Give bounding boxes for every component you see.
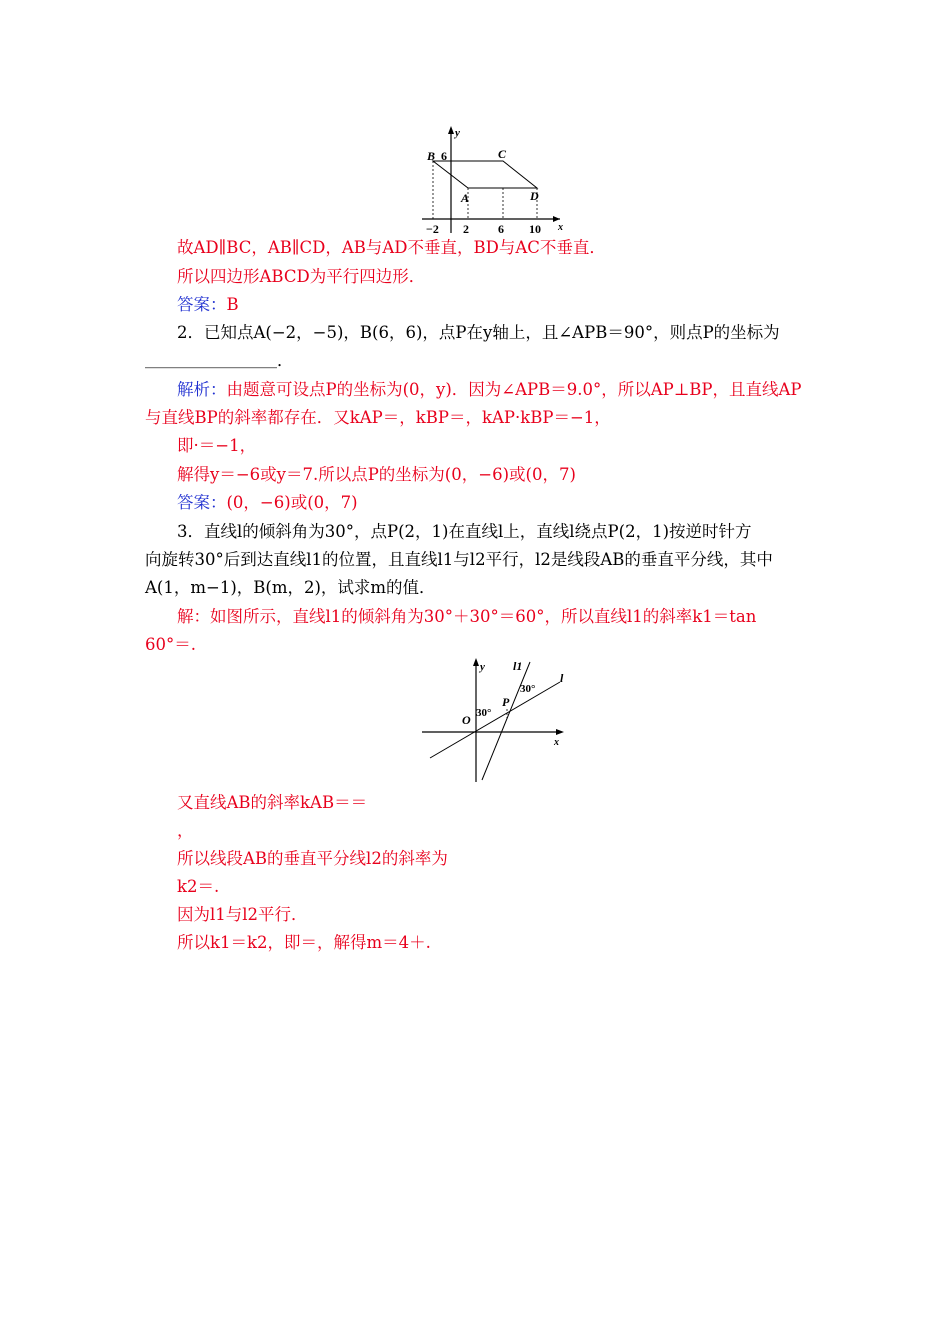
q2-blank: ＿＿＿＿＿＿＿＿． (145, 351, 294, 370)
q3-after-2: ， (177, 821, 194, 840)
p1-answer (177, 294, 239, 316)
figure2-angle-upper: 30° (520, 683, 536, 695)
figure-rotated-lines (418, 652, 578, 784)
figure2-line-l1: l1 (513, 659, 523, 673)
q2-analysis-text-1: 由题意可设点P的坐标为(0，y)．因为∠APB＝9.0°，所以AP⊥BP，且直线AP (226, 380, 802, 399)
figure1-y-tick: 6 (441, 149, 447, 163)
q3-solution-text-1: 如图所示，直线l1的倾斜角为30°＋30°＝60°，所以直线l1的斜率k1＝tan (210, 607, 757, 626)
q3-after-5: 因为l1与l2平行． (177, 905, 308, 924)
figure2-y-label: y (480, 661, 485, 673)
figure1-point-c: C (498, 147, 507, 161)
p1-answer-value: B (226, 295, 239, 314)
q3-solution-2: 60°＝. (145, 635, 196, 654)
figure-parallelogram (418, 120, 578, 240)
figure1-point-d: D (530, 189, 539, 203)
figure1-x-tick-2: 2 (463, 222, 469, 236)
q3-after-1: 又直线AB的斜率kAB＝＝ (177, 793, 368, 812)
q3-after-4: k2＝. (177, 877, 220, 896)
figure1-y-label: y (455, 127, 460, 139)
p1-answer-label: 答案： (177, 295, 227, 314)
q2-analysis-2: 与直线BP的斜率都存在．又kAP＝，kBP＝，kAP·kBP＝−1， (145, 408, 611, 427)
figure2-angle-lower: 30° (476, 707, 492, 719)
figure1-x-label: x (558, 222, 563, 233)
q2-analysis-label: 解析： (177, 380, 227, 399)
q3-text-3: A(1，m−1)，B(m，2)，试求m的值． (145, 578, 436, 597)
q2-answer-label: 答案： (177, 493, 227, 512)
q2-answer (177, 492, 358, 514)
figure1-x-tick-4: 10 (529, 222, 541, 236)
q3-solution-label: 解： (177, 607, 210, 626)
figure2-origin: O (462, 713, 471, 727)
q3-after-6: 所以k1＝k2，即＝，解得m＝4＋. (177, 933, 431, 952)
figure1-point-a: A (461, 191, 470, 205)
q3-solution-1 (177, 606, 756, 628)
q2-question: 2．已知点A(−2，−5)，B(6，6)，点P在y轴上，且∠APB＝90°，则点P的坐标为 (177, 323, 780, 342)
figure2-line-l: l (560, 671, 564, 685)
figure2-point-p: P (502, 695, 510, 709)
figure1-point-b: B (427, 149, 436, 163)
figure1-x-tick-3: 6 (498, 222, 504, 236)
q2-analysis-1 (177, 379, 802, 401)
q3-text-2: 向旋转30°后到达直线l1的位置，且直线l1与l2平行，l2是线段AB的垂直平分线，其中 (145, 550, 773, 569)
q3-text-1: 3．直线l的倾斜角为30°，点P(2，1)在直线l上，直线l绕点P(2，1)按逆时针方 (177, 522, 752, 541)
q2-analysis-4: 解得y＝−6或y＝7.所以点P的坐标为(0，−6)或(0，7) (177, 465, 576, 484)
p1-line1: 故AD∥BC，AB∥CD，AB与AD不垂直，BD与AC不垂直． (177, 238, 606, 257)
q3-after-3: 所以线段AB的垂直平分线l2的斜率为 (177, 849, 448, 868)
p1-line2: 所以四边形ABCD为平行四边形． (177, 267, 426, 286)
q2-answer-value: (0，−6)或(0，7) (226, 493, 358, 512)
q2-analysis-3: 即·＝−1， (177, 436, 257, 455)
figure2-x-label: x (554, 737, 559, 748)
figure1-x-tick-1: −2 (426, 222, 439, 236)
